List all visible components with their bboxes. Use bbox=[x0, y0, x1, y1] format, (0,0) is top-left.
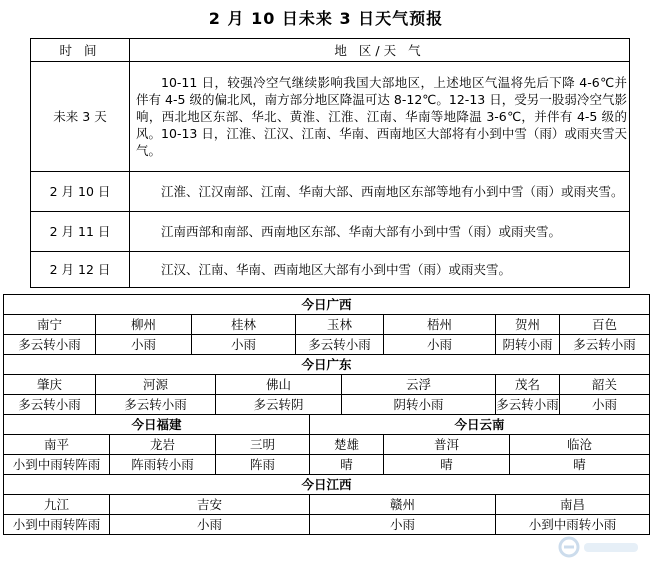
guangdong-weather-row bbox=[4, 395, 650, 415]
header-time: 时 间 bbox=[31, 39, 130, 62]
fujian-yunnan-weather-row bbox=[4, 455, 650, 475]
city-weather: 小雨 bbox=[96, 335, 192, 355]
city-weather: 小到中雨转阵雨 bbox=[4, 455, 110, 475]
forecast-text: 江淮、江汉南部、江南、华南大部、西南地区东部等地有小到中雪（雨）或雨夹雪。 bbox=[130, 172, 630, 212]
jiangxi-title: 今日江西 bbox=[4, 475, 650, 495]
city-name: 河源 bbox=[96, 375, 216, 395]
guangxi-city-row bbox=[4, 315, 650, 335]
city-weather-table bbox=[3, 294, 650, 535]
fujian-title: 今日福建 bbox=[4, 415, 310, 435]
forecast-header-row bbox=[31, 39, 630, 62]
jiangxi-city-row bbox=[4, 495, 650, 515]
city-weather: 多云转小雨 bbox=[296, 335, 384, 355]
forecast-text: 10-11 日，较强冷空气继续影响我国大部地区，上述地区气温将先后下降 4-6℃并伴有 4-5 级的偏北风，南方部分地区降温可达 8-12℃。12-13 日，受另一股弱冷空气影响，西北地区东部、华北、黄淮、江淮、江南、华南等地降温 3-6℃，并伴有 4-5 级的风。10-13 日，江淮、江汉、江南、华南、西南地区大部将有小到中雪（雨）或雨夹雪天气。 bbox=[130, 62, 630, 172]
city-weather: 多云转小雨 bbox=[496, 395, 560, 415]
site-logo-watermark bbox=[558, 536, 644, 558]
city-name: 肇庆 bbox=[4, 375, 96, 395]
forecast-text: 江南西部和南部、西南地区东部、华南大部有小到中雪（雨）或雨夹雪。 bbox=[130, 212, 630, 252]
city-weather: 阵雨 bbox=[216, 455, 310, 475]
city-weather: 多云转小雨 bbox=[96, 395, 216, 415]
city-name: 南平 bbox=[4, 435, 110, 455]
city-weather: 多云转小雨 bbox=[4, 395, 96, 415]
forecast-time: 未来 3 天 bbox=[31, 62, 130, 172]
city-weather: 小雨 bbox=[110, 515, 310, 535]
city-weather: 小雨 bbox=[560, 395, 650, 415]
city-name: 茂名 bbox=[496, 375, 560, 395]
city-name: 三明 bbox=[216, 435, 310, 455]
city-name: 龙岩 bbox=[110, 435, 216, 455]
guangxi-title: 今日广西 bbox=[4, 295, 650, 315]
city-name: 临沧 bbox=[510, 435, 650, 455]
guangdong-title: 今日广东 bbox=[4, 355, 650, 375]
city-weather: 阴转小雨 bbox=[342, 395, 496, 415]
city-weather: 小雨 bbox=[384, 335, 496, 355]
city-name: 百色 bbox=[560, 315, 650, 335]
city-weather: 小到中雨转小雨 bbox=[496, 515, 650, 535]
page-title: 2 月 10 日未来 3 日天气预报 bbox=[208, 9, 444, 28]
city-weather: 阵雨转小雨 bbox=[110, 455, 216, 475]
fujian-yunnan-city-row bbox=[4, 435, 650, 455]
city-name: 赣州 bbox=[310, 495, 496, 515]
city-weather: 多云转小雨 bbox=[4, 335, 96, 355]
city-name: 九江 bbox=[4, 495, 110, 515]
city-weather: 小雨 bbox=[310, 515, 496, 535]
forecast-row bbox=[31, 252, 630, 288]
city-name: 云浮 bbox=[342, 375, 496, 395]
city-weather: 晴 bbox=[310, 455, 384, 475]
city-weather: 多云转小雨 bbox=[560, 335, 650, 355]
city-name: 玉林 bbox=[296, 315, 384, 335]
city-name: 韶关 bbox=[560, 375, 650, 395]
city-name: 南宁 bbox=[4, 315, 96, 335]
guangxi-weather-row bbox=[4, 335, 650, 355]
forecast-table bbox=[30, 38, 630, 288]
guangdong-section-header bbox=[4, 355, 650, 375]
forecast-time: 2 月 11 日 bbox=[31, 212, 130, 252]
fujian-yunnan-section-header bbox=[4, 415, 650, 435]
city-name: 柳州 bbox=[96, 315, 192, 335]
site-logo-icon bbox=[558, 536, 644, 558]
yunnan-title: 今日云南 bbox=[310, 415, 650, 435]
city-name: 贺州 bbox=[496, 315, 560, 335]
guangxi-section-header bbox=[4, 295, 650, 315]
city-weather: 多云转阴 bbox=[216, 395, 342, 415]
city-name: 南昌 bbox=[496, 495, 650, 515]
forecast-row bbox=[31, 62, 630, 172]
city-weather: 小雨 bbox=[192, 335, 296, 355]
guangdong-city-row bbox=[4, 375, 650, 395]
jiangxi-weather-row bbox=[4, 515, 650, 535]
city-weather: 晴 bbox=[510, 455, 650, 475]
city-name: 佛山 bbox=[216, 375, 342, 395]
jiangxi-section-header bbox=[4, 475, 650, 495]
city-weather: 晴 bbox=[384, 455, 510, 475]
forecast-time: 2 月 12 日 bbox=[31, 252, 130, 288]
city-name: 楚雄 bbox=[310, 435, 384, 455]
header-region-weather: 地 区/天 气 bbox=[130, 39, 630, 62]
city-weather: 小到中雨转阵雨 bbox=[4, 515, 110, 535]
city-name: 桂林 bbox=[192, 315, 296, 335]
forecast-row bbox=[31, 172, 630, 212]
forecast-text: 江汉、江南、华南、西南地区大部有小到中雪（雨）或雨夹雪。 bbox=[130, 252, 630, 288]
city-name: 普洱 bbox=[384, 435, 510, 455]
forecast-row bbox=[31, 212, 630, 252]
city-name: 吉安 bbox=[110, 495, 310, 515]
forecast-time: 2 月 10 日 bbox=[31, 172, 130, 212]
city-name: 梧州 bbox=[384, 315, 496, 335]
city-weather: 阴转小雨 bbox=[496, 335, 560, 355]
